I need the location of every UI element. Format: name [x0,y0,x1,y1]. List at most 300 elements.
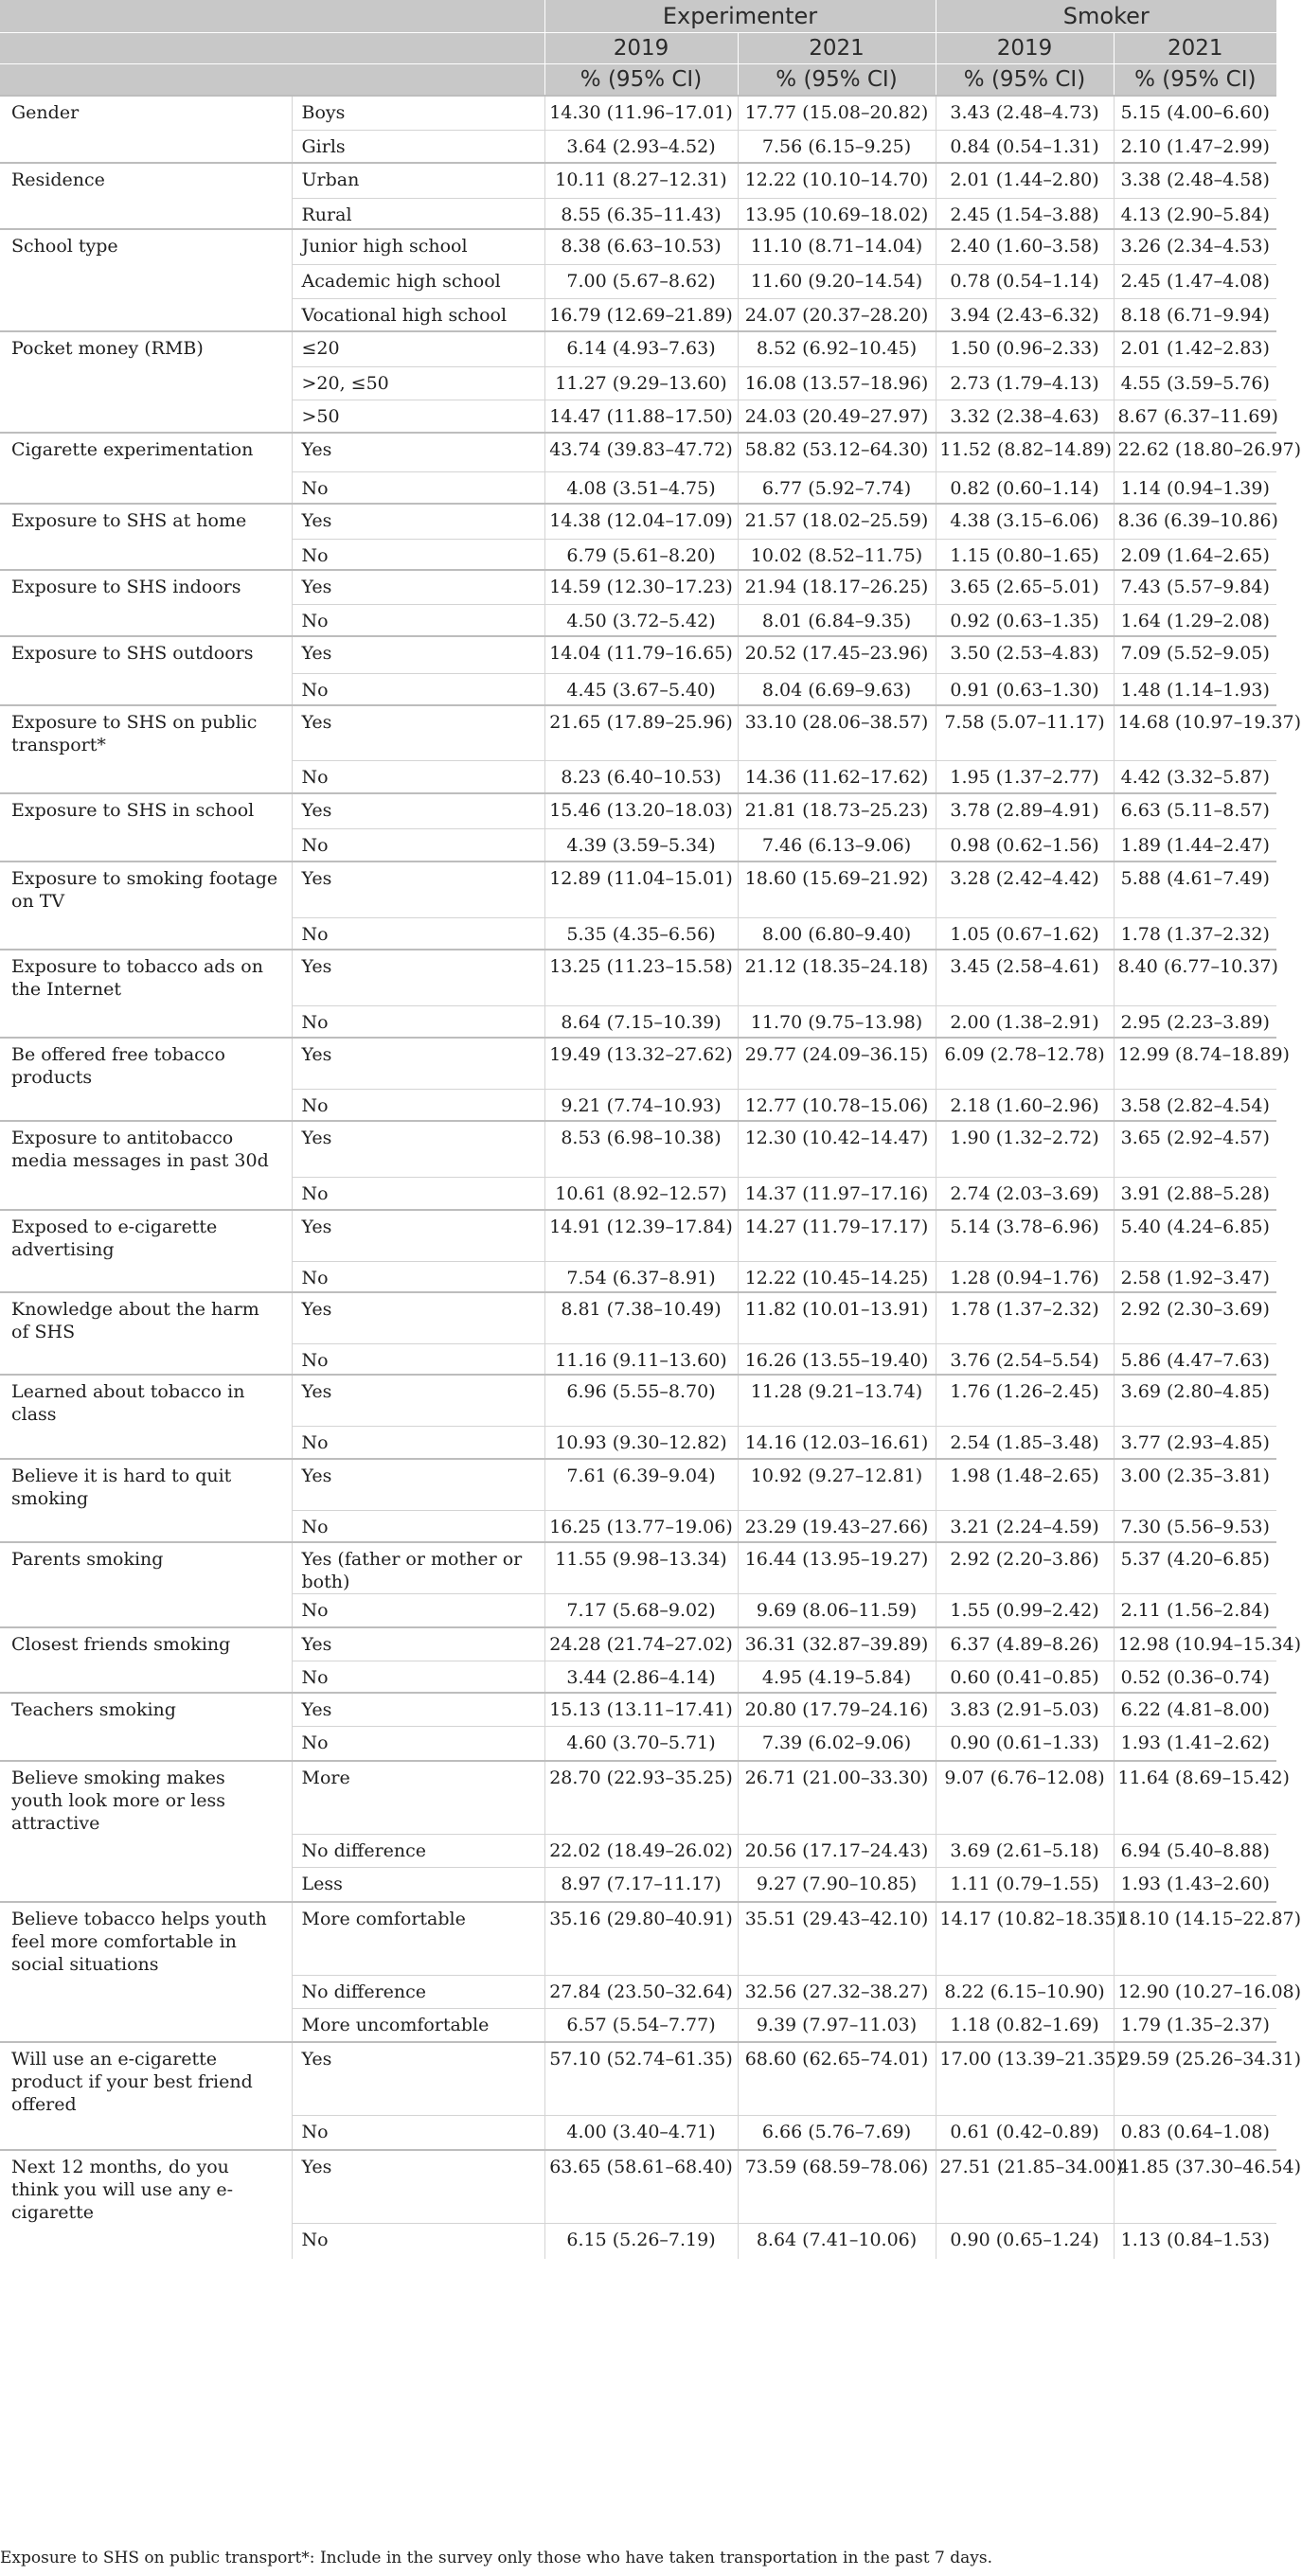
value-cell: 2.18 (1.60–2.96) [936,1089,1114,1121]
value-cell: 1.05 (0.67–1.62) [936,917,1114,950]
value-cell: 2.92 (2.20–3.86) [936,1542,1114,1594]
variable-cell [0,1510,292,1542]
table-row [0,471,1276,504]
table-row [0,433,1276,471]
value-cell: 1.89 (1.44–2.47) [1114,828,1276,862]
value-cell: 68.60 (62.65–74.01) [738,2042,936,2116]
value-cell: 10.92 (9.27–12.81) [738,1459,936,1510]
value-cell: 14.27 (11.79–17.17) [738,1210,936,1261]
header-group-smoker: Smoker [936,0,1276,33]
category-cell: Urban [292,163,544,198]
value-cell: 2.11 (1.56–2.84) [1114,1594,1276,1627]
variable-cell [0,1343,292,1375]
table-row [0,1727,1276,1761]
category-cell: Boys [292,96,544,130]
variable-cell [0,1835,292,1868]
category-cell: Yes [292,793,544,828]
variable-cell: Knowledge about the harm of SHS [0,1292,292,1343]
value-cell: 1.93 (1.41–2.62) [1114,1727,1276,1761]
value-cell: 33.10 (28.06–38.57) [738,705,936,760]
category-cell: Yes [292,1210,544,1261]
value-cell: 0.83 (0.64–1.08) [1114,2116,1276,2150]
value-cell: 7.56 (6.15–9.25) [738,130,936,163]
category-cell: No [292,471,544,504]
category-cell: Yes [292,1292,544,1343]
category-cell: Academic high school [292,264,544,298]
value-cell: 14.30 (11.96–17.01) [544,96,738,130]
variable-cell [0,2224,292,2259]
value-cell: 27.51 (21.85–34.00) [936,2150,1114,2224]
value-cell: 18.10 (14.15–22.87) [1114,1902,1276,1976]
value-cell: 41.85 (37.30–46.54) [1114,2150,1276,2224]
table-row [0,539,1276,570]
table-row [0,1693,1276,1727]
table-row [0,760,1276,793]
value-cell: 21.65 (17.89–25.96) [544,705,738,760]
value-cell: 8.64 (7.15–10.39) [544,1005,738,1038]
value-cell: 9.27 (7.90–10.85) [738,1868,936,1902]
table-row [0,163,1276,198]
header-year: 2019 [936,33,1114,64]
value-cell: 28.70 (22.93–35.25) [544,1761,738,1835]
value-cell: 1.55 (0.99–2.42) [936,1594,1114,1627]
variable-cell [0,673,292,705]
value-cell: 2.45 (1.54–3.88) [936,198,1114,229]
value-cell: 2.40 (1.60–3.58) [936,229,1114,264]
value-cell: 3.65 (2.65–5.01) [936,570,1114,604]
value-cell: 14.38 (12.04–17.09) [544,504,738,539]
value-cell: 21.81 (18.73–25.23) [738,793,936,828]
value-cell: 8.01 (6.84–9.35) [738,604,936,636]
table-row [0,2009,1276,2042]
table-row [0,1902,1276,1976]
value-cell: 3.83 (2.91–5.03) [936,1693,1114,1727]
value-cell: 3.28 (2.42–4.42) [936,862,1114,917]
value-cell: 8.23 (6.40–10.53) [544,760,738,793]
value-cell: 4.55 (3.59–5.76) [1114,366,1276,400]
value-cell: 16.44 (13.95–19.27) [738,1542,936,1594]
value-cell: 8.00 (6.80–9.40) [738,917,936,950]
value-cell: 0.92 (0.63–1.35) [936,604,1114,636]
value-cell: 3.94 (2.43–6.32) [936,298,1114,331]
table-row [0,264,1276,298]
value-cell: 5.40 (4.24–6.85) [1114,1210,1276,1261]
table-row [0,604,1276,636]
category-cell: No [292,539,544,570]
variable-cell [0,1976,292,2009]
value-cell: 6.09 (2.78–12.78) [936,1038,1114,1089]
value-cell: 1.78 (1.37–2.32) [936,1292,1114,1343]
value-cell: 7.09 (5.52–9.05) [1114,636,1276,673]
value-cell: 10.11 (8.27–12.31) [544,163,738,198]
value-cell: 0.78 (0.54–1.14) [936,264,1114,298]
header-unit: % (95% CI) [738,64,936,97]
value-cell: 20.80 (17.79–24.16) [738,1693,936,1727]
table-row [0,793,1276,828]
value-cell: 12.77 (10.78–15.06) [738,1089,936,1121]
variable-cell [0,1089,292,1121]
value-cell: 1.79 (1.35–2.37) [1114,2009,1276,2042]
value-cell: 2.01 (1.44–2.80) [936,163,1114,198]
value-cell: 22.02 (18.49–26.02) [544,1835,738,1868]
value-cell: 21.12 (18.35–24.18) [738,950,936,1005]
value-cell: 1.50 (0.96–2.33) [936,331,1114,366]
variable-cell: Next 12 months, do you think you will use any e-cigarette [0,2150,292,2224]
table-row [0,917,1276,950]
value-cell: 7.30 (5.56–9.53) [1114,1510,1276,1542]
value-cell: 0.61 (0.42–0.89) [936,2116,1114,2150]
value-cell: 36.31 (32.87–39.89) [738,1627,936,1661]
category-cell: >50 [292,400,544,433]
value-cell: 5.14 (3.78–6.96) [936,1210,1114,1261]
header-blank [0,33,544,64]
value-cell: 4.08 (3.51–4.75) [544,471,738,504]
category-cell: >20, ≤50 [292,366,544,400]
variable-cell [0,264,292,298]
value-cell: 4.00 (3.40–4.71) [544,2116,738,2150]
category-cell: No [292,1426,544,1459]
value-cell: 11.70 (9.75–13.98) [738,1005,936,1038]
value-cell: 3.45 (2.58–4.61) [936,950,1114,1005]
category-cell: No [292,828,544,862]
variable-cell: Exposure to SHS indoors [0,570,292,604]
value-cell: 9.07 (6.76–12.08) [936,1761,1114,1835]
variable-cell [0,828,292,862]
variable-cell: Believe tobacco helps youth feel more comfortable in social situations [0,1902,292,1976]
value-cell: 6.14 (4.93–7.63) [544,331,738,366]
variable-cell [0,471,292,504]
value-cell: 12.99 (8.74–18.89) [1114,1038,1276,1089]
value-cell: 20.52 (17.45–23.96) [738,636,936,673]
value-cell: 43.74 (39.83–47.72) [544,433,738,471]
value-cell: 3.32 (2.38–4.63) [936,400,1114,433]
value-cell: 1.64 (1.29–2.08) [1114,604,1276,636]
value-cell: 15.46 (13.20–18.03) [544,793,738,828]
value-cell: 5.88 (4.61–7.49) [1114,862,1276,917]
variable-cell [0,1661,292,1693]
table-row [0,1343,1276,1375]
category-cell: More uncomfortable [292,2009,544,2042]
value-cell: 3.38 (2.48–4.58) [1114,163,1276,198]
value-cell: 23.29 (19.43–27.66) [738,1510,936,1542]
header-unit: % (95% CI) [1114,64,1276,97]
category-cell: Yes [292,433,544,471]
value-cell: 1.28 (0.94–1.76) [936,1261,1114,1292]
value-cell: 1.93 (1.43–2.60) [1114,1868,1276,1902]
table-row [0,1594,1276,1627]
value-cell: 2.09 (1.64–2.65) [1114,539,1276,570]
value-cell: 12.89 (11.04–15.01) [544,862,738,917]
category-cell: No [292,760,544,793]
variable-cell [0,1177,292,1210]
value-cell: 18.60 (15.69–21.92) [738,862,936,917]
variable-cell [0,1005,292,1038]
value-cell: 14.04 (11.79–16.65) [544,636,738,673]
variable-cell [0,366,292,400]
table-row [0,950,1276,1005]
table-row [0,570,1276,604]
value-cell: 0.98 (0.62–1.56) [936,828,1114,862]
category-cell: Yes [292,636,544,673]
value-cell: 5.37 (4.20–6.85) [1114,1542,1276,1594]
category-cell: Yes [292,1038,544,1089]
value-cell: 11.52 (8.82–14.89) [936,433,1114,471]
value-cell: 29.77 (24.09–36.15) [738,1038,936,1089]
value-cell: 9.69 (8.06–11.59) [738,1594,936,1627]
value-cell: 0.82 (0.60–1.14) [936,471,1114,504]
category-cell: No difference [292,1835,544,1868]
category-cell: No [292,1089,544,1121]
value-cell: 14.68 (10.97–19.37) [1114,705,1276,760]
variable-cell [0,400,292,433]
value-cell: 11.55 (9.98–13.34) [544,1542,738,1594]
variable-cell: Exposure to tobacco ads on the Internet [0,950,292,1005]
variable-cell: Cigarette experimentation [0,433,292,471]
table-row [0,366,1276,400]
value-cell: 1.11 (0.79–1.55) [936,1868,1114,1902]
value-cell: 3.77 (2.93–4.85) [1114,1426,1276,1459]
table-row [0,1038,1276,1089]
variable-cell: School type [0,229,292,264]
category-cell: Yes [292,1627,544,1661]
table-row [0,1542,1276,1594]
value-cell: 6.63 (5.11–8.57) [1114,793,1276,828]
variable-cell [0,1868,292,1902]
value-cell: 6.66 (5.76–7.69) [738,2116,936,2150]
category-cell: No [292,1177,544,1210]
variable-cell: Residence [0,163,292,198]
value-cell: 7.39 (6.02–9.06) [738,1727,936,1761]
variable-cell: Exposure to SHS at home [0,504,292,539]
variable-cell: Teachers smoking [0,1693,292,1727]
table-row [0,1005,1276,1038]
table-row [0,130,1276,163]
table-row [0,2224,1276,2259]
value-cell: 7.61 (6.39–9.04) [544,1459,738,1510]
value-cell: 14.37 (11.97–17.16) [738,1177,936,1210]
value-cell: 0.84 (0.54–1.31) [936,130,1114,163]
value-cell: 4.13 (2.90–5.84) [1114,198,1276,229]
table-row [0,2042,1276,2116]
category-cell: No [292,2116,544,2150]
category-cell: Yes [292,950,544,1005]
variable-cell [0,198,292,229]
value-cell: 8.40 (6.77–10.37) [1114,950,1276,1005]
variable-cell: Learned about tobacco in class [0,1375,292,1426]
value-cell: 1.76 (1.26–2.45) [936,1375,1114,1426]
value-cell: 35.16 (29.80–40.91) [544,1902,738,1976]
variable-cell [0,1426,292,1459]
category-cell: Less [292,1868,544,1902]
table-row [0,636,1276,673]
variable-cell: Believe it is hard to quit smoking [0,1459,292,1510]
category-cell: No [292,1727,544,1761]
value-cell: 12.22 (10.10–14.70) [738,163,936,198]
value-cell: 9.39 (7.97–11.03) [738,2009,936,2042]
table-row [0,400,1276,433]
header-unit: % (95% CI) [544,64,738,97]
value-cell: 21.94 (18.17–26.25) [738,570,936,604]
value-cell: 1.15 (0.80–1.65) [936,539,1114,570]
table-row [0,1868,1276,1902]
value-cell: 63.65 (58.61–68.40) [544,2150,738,2224]
value-cell: 2.45 (1.47–4.08) [1114,264,1276,298]
table-row [0,96,1276,130]
category-cell: Yes [292,705,544,760]
value-cell: 6.57 (5.54–7.77) [544,2009,738,2042]
category-cell: No [292,673,544,705]
value-cell: 12.22 (10.45–14.25) [738,1261,936,1292]
value-cell: 6.96 (5.55–8.70) [544,1375,738,1426]
value-cell: 24.07 (20.37–28.20) [738,298,936,331]
table-row [0,229,1276,264]
value-cell: 8.18 (6.71–9.94) [1114,298,1276,331]
category-cell: No [292,1594,544,1627]
table-row [0,1121,1276,1177]
category-cell: Yes [292,1121,544,1177]
value-cell: 6.15 (5.26–7.19) [544,2224,738,2259]
value-cell: 3.00 (2.35–3.81) [1114,1459,1276,1510]
value-cell: 17.00 (13.39–21.35) [936,2042,1114,2116]
table-row [0,1426,1276,1459]
value-cell: 29.59 (25.26–34.31) [1114,2042,1276,2116]
value-cell: 14.17 (10.82–18.35) [936,1902,1114,1976]
value-cell: 19.49 (13.32–27.62) [544,1038,738,1089]
value-cell: 3.91 (2.88–5.28) [1114,1177,1276,1210]
table-row [0,504,1276,539]
table-row [0,1210,1276,1261]
value-cell: 0.90 (0.61–1.33) [936,1727,1114,1761]
value-cell: 11.10 (8.71–14.04) [738,229,936,264]
header-year: 2019 [544,33,738,64]
value-cell: 1.48 (1.14–1.93) [1114,673,1276,705]
value-cell: 12.30 (10.42–14.47) [738,1121,936,1177]
category-cell: No [292,2224,544,2259]
value-cell: 3.43 (2.48–4.73) [936,96,1114,130]
value-cell: 4.95 (4.19–5.84) [738,1661,936,1693]
value-cell: 14.36 (11.62–17.62) [738,760,936,793]
value-cell: 16.25 (13.77–19.06) [544,1510,738,1542]
value-cell: 3.76 (2.54–5.54) [936,1343,1114,1375]
value-cell: 1.18 (0.82–1.69) [936,2009,1114,2042]
value-cell: 3.58 (2.82–4.54) [1114,1089,1276,1121]
value-cell: 8.67 (6.37–11.69) [1114,400,1276,433]
category-cell: Yes [292,1375,544,1426]
table-row [0,1510,1276,1542]
category-cell: Yes [292,2150,544,2224]
category-cell: No [292,1343,544,1375]
value-cell: 12.98 (10.94–15.34) [1114,1627,1276,1661]
variable-cell [0,604,292,636]
value-cell: 6.79 (5.61–8.20) [544,539,738,570]
category-cell: Junior high school [292,229,544,264]
variable-cell: Will use an e-cigarette product if your best friend offered [0,2042,292,2116]
value-cell: 11.28 (9.21–13.74) [738,1375,936,1426]
variable-cell [0,760,292,793]
value-cell: 2.73 (1.79–4.13) [936,366,1114,400]
variable-cell [0,2116,292,2150]
value-cell: 3.26 (2.34–4.53) [1114,229,1276,264]
variable-cell: Exposure to SHS on public transport* [0,705,292,760]
value-cell: 0.90 (0.65–1.24) [936,2224,1114,2259]
category-cell: Yes [292,570,544,604]
table-row [0,1976,1276,2009]
value-cell: 2.58 (1.92–3.47) [1114,1261,1276,1292]
value-cell: 2.10 (1.47–2.99) [1114,130,1276,163]
category-cell: Yes [292,1693,544,1727]
variable-cell: Be offered free tobacco products [0,1038,292,1089]
table-row [0,828,1276,862]
table-row [0,673,1276,705]
value-cell: 2.95 (2.23–3.89) [1114,1005,1276,1038]
variable-cell: Closest friends smoking [0,1627,292,1661]
value-cell: 11.27 (9.29–13.60) [544,366,738,400]
value-cell: 3.64 (2.93–4.52) [544,130,738,163]
category-cell: Yes [292,1459,544,1510]
variable-cell [0,130,292,163]
value-cell: 2.01 (1.42–2.83) [1114,331,1276,366]
value-cell: 7.00 (5.67–8.62) [544,264,738,298]
value-cell: 10.93 (9.30–12.82) [544,1426,738,1459]
table-footnote: Exposure to SHS on public transport*: Include in the survey only those who have taken transportation in the past 7 days. [0,2549,992,2567]
value-cell: 12.90 (10.27–16.08) [1114,1976,1276,2009]
value-cell: 3.69 (2.61–5.18) [936,1835,1114,1868]
table-row [0,1835,1276,1868]
value-cell: 27.84 (23.50–32.64) [544,1976,738,2009]
table-row [0,862,1276,917]
category-cell: Yes [292,2042,544,2116]
table-row [0,2116,1276,2150]
value-cell: 7.17 (5.68–9.02) [544,1594,738,1627]
value-cell: 4.42 (3.32–5.87) [1114,760,1276,793]
value-cell: 1.78 (1.37–2.32) [1114,917,1276,950]
table-row [0,331,1276,366]
value-cell: 0.60 (0.41–0.85) [936,1661,1114,1693]
value-cell: 16.79 (12.69–21.89) [544,298,738,331]
variable-cell [0,1727,292,1761]
value-cell: 10.61 (8.92–12.57) [544,1177,738,1210]
value-cell: 32.56 (27.32–38.27) [738,1976,936,2009]
value-cell: 58.82 (53.12–64.30) [738,433,936,471]
header-blank [0,64,544,97]
header-year: 2021 [738,33,936,64]
value-cell: 8.55 (6.35–11.43) [544,198,738,229]
value-cell: 6.37 (4.89–8.26) [936,1627,1114,1661]
value-cell: 4.38 (3.15–6.06) [936,504,1114,539]
value-cell: 8.36 (6.39–10.86) [1114,504,1276,539]
table-row [0,705,1276,760]
variable-cell [0,2009,292,2042]
table-row [0,1375,1276,1426]
value-cell: 20.56 (17.17–24.43) [738,1835,936,1868]
value-cell: 4.60 (3.70–5.71) [544,1727,738,1761]
value-cell: 0.91 (0.63–1.30) [936,673,1114,705]
value-cell: 1.95 (1.37–2.77) [936,760,1114,793]
value-cell: 4.39 (3.59–5.34) [544,828,738,862]
table-row [0,298,1276,331]
value-cell: 11.82 (10.01–13.91) [738,1292,936,1343]
value-cell: 8.22 (6.15–10.90) [936,1976,1114,2009]
value-cell: 6.77 (5.92–7.74) [738,471,936,504]
value-cell: 8.64 (7.41–10.06) [738,2224,936,2259]
value-cell: 17.77 (15.08–20.82) [738,96,936,130]
category-cell: No [292,1510,544,1542]
category-cell: Girls [292,130,544,163]
value-cell: 8.97 (7.17–11.17) [544,1868,738,1902]
table-body [0,96,1302,2259]
category-cell: Rural [292,198,544,229]
variable-cell: Believe smoking makes youth look more or less attractive [0,1761,292,1835]
